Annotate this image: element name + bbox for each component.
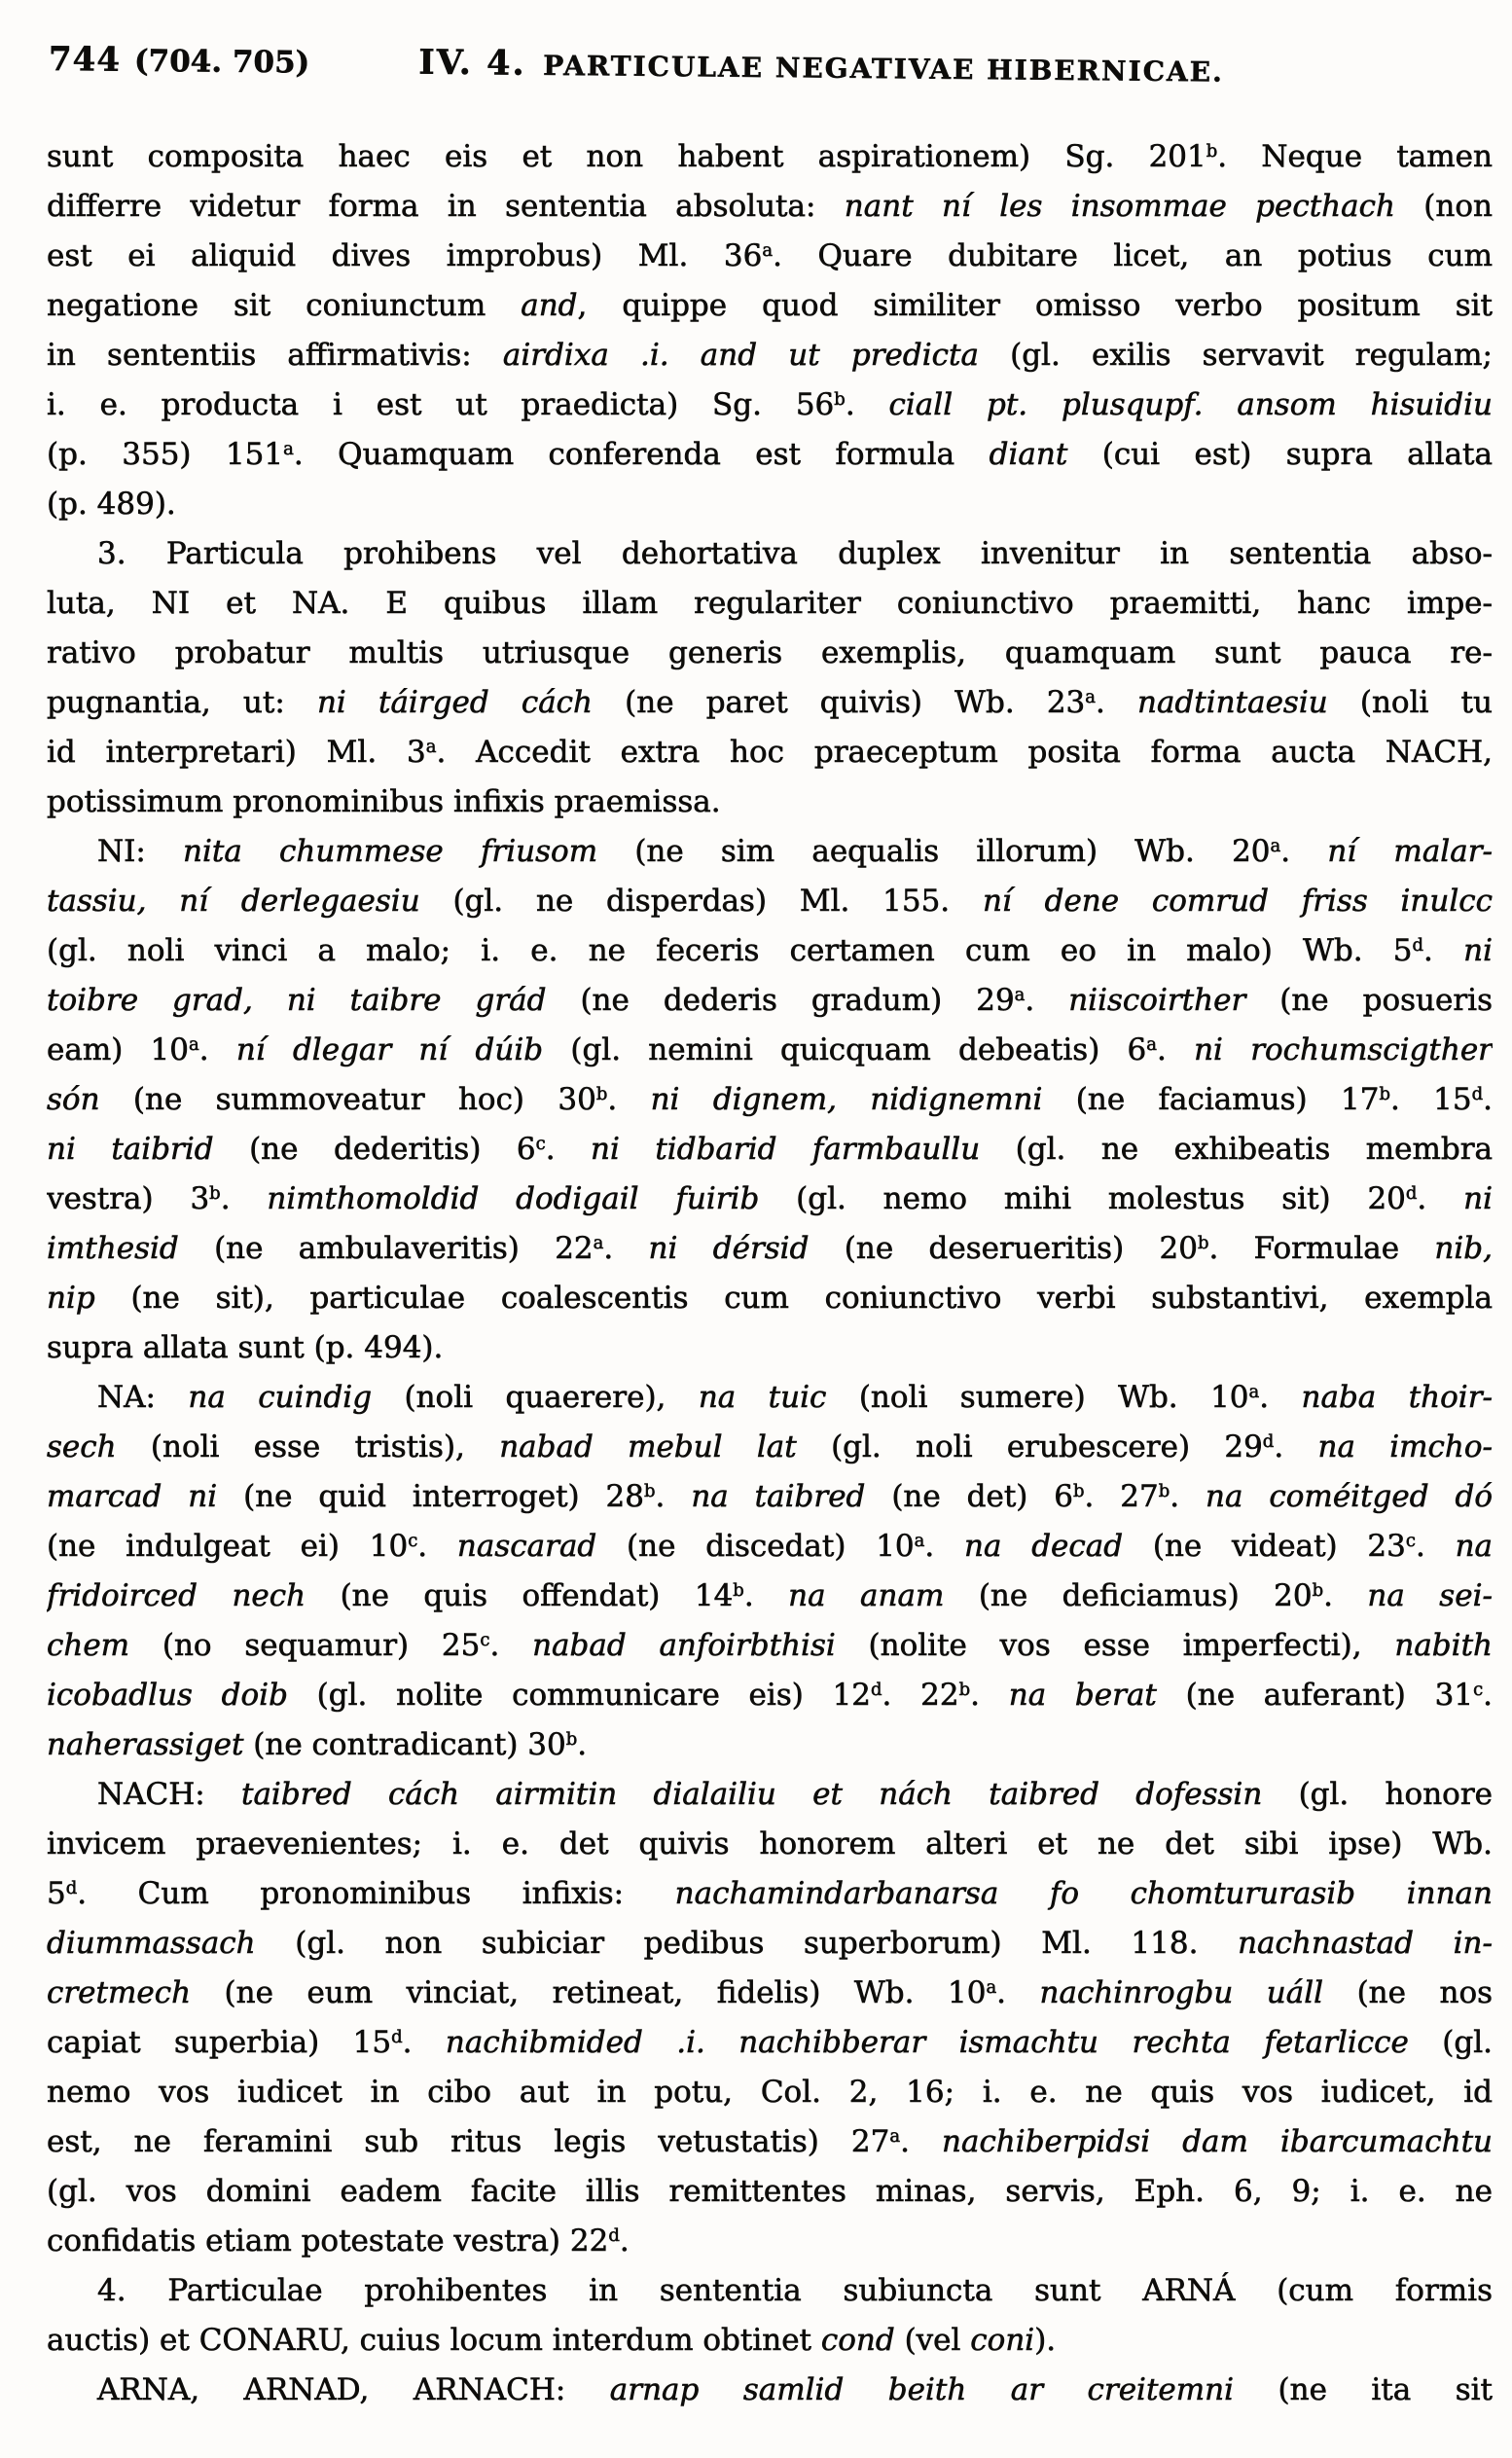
irish-phrase: imthesid <box>47 1231 215 1266</box>
text-line <box>47 579 1493 629</box>
latin-text: (ne discedat) 10 <box>627 1529 915 1564</box>
irish-phrase: nita chummese friusom <box>183 834 635 869</box>
irish-phrase: nachiberpidsi dam ibarcumachtu <box>942 2124 1493 2159</box>
latin-text: . Formulae <box>1208 1231 1435 1266</box>
latin-text: . <box>655 1479 692 1514</box>
text-line <box>47 777 1493 827</box>
latin-text: (gl. ne exhibeatis membra <box>1015 1132 1493 1167</box>
latin-text: sunt composita haec eis et non habent aspirationem) Sg. 201 <box>47 139 1206 174</box>
irish-phrase: nant ní les insommae pecthach <box>844 189 1424 224</box>
latin-text: i. e. producta i est ut praedicta) Sg. 56 <box>47 387 835 422</box>
text-line <box>47 232 1493 281</box>
irish-phrase: nachinrogbu uáll <box>1039 1975 1357 2010</box>
superscript-reference: b <box>834 389 846 411</box>
superscript-reference: a <box>986 1977 997 1999</box>
superscript-reference: d <box>391 2027 403 2048</box>
superscript-reference: b <box>1312 1580 1324 1602</box>
running-title <box>418 43 1224 90</box>
latin-text: supra allata sunt (p. 494). <box>47 1330 444 1365</box>
text-line <box>47 877 1493 926</box>
text-line <box>47 182 1493 232</box>
latin-text: . <box>402 2025 446 2060</box>
irish-phrase: ni tidbarid farmbaullu <box>591 1132 1016 1167</box>
latin-text: differre videtur forma in sententia absoluta: <box>47 189 845 224</box>
text-line <box>47 2366 1493 2415</box>
irish-phrase: tassiu, ní derlegaesiu <box>47 884 453 919</box>
superscript-reference: c <box>480 1630 490 1651</box>
latin-text: (ne posueris <box>1279 983 1493 1018</box>
page-number: 744 <box>48 40 122 80</box>
latin-text: (ne deficiamus) 20 <box>978 1578 1313 1613</box>
text-line <box>47 1075 1493 1125</box>
irish-phrase: són <box>47 1082 133 1117</box>
latin-text: . 22 <box>882 1678 959 1713</box>
text-line <box>47 926 1493 976</box>
latin-text: . <box>577 1727 588 1762</box>
superscript-reference: a <box>425 737 437 758</box>
latin-text: (ne dederitis) 6 <box>249 1132 536 1167</box>
superscript-reference: c <box>535 1134 546 1155</box>
latin-text: (p. 489). <box>47 487 176 522</box>
latin-text: capiat superbia) 15 <box>47 2025 392 2060</box>
irish-phrase: na cuindig <box>188 1380 405 1415</box>
superscript-reference: b <box>565 1729 578 1751</box>
latin-text: . <box>1280 834 1328 869</box>
irish-phrase: nimthomoldid dodigail fuirib <box>267 1181 797 1216</box>
latin-text: . <box>1025 983 1069 1018</box>
latin-text: (gl. <box>1442 2025 1493 2060</box>
latin-text: (non <box>1423 189 1493 224</box>
latin-text: (ne ambulaveritis) 22 <box>214 1231 594 1266</box>
text-line <box>47 1621 1493 1671</box>
latin-text: . <box>220 1181 268 1216</box>
superscript-reference: a <box>1248 1382 1260 1403</box>
superscript-reference: b <box>644 1481 656 1502</box>
irish-phrase: nabith <box>1394 1628 1493 1663</box>
irish-phrase: naherassiget <box>47 1727 254 1762</box>
superscript-reference: c <box>1405 1531 1416 1552</box>
irish-phrase: diant <box>989 437 1102 472</box>
irish-phrase: ní malar- <box>1327 834 1493 869</box>
latin-text: . 15 <box>1389 1082 1472 1117</box>
latin-text: . <box>1259 1380 1302 1415</box>
irish-phrase: na sei- <box>1367 1578 1493 1613</box>
latin-text: 4. Particulae prohibentes in sententia subiuncta sunt ARNÁ (cum formis <box>97 2273 1493 2308</box>
latin-text: NI: <box>97 834 184 869</box>
text-line <box>47 1720 1493 1770</box>
latin-text: (p. 355) 151 <box>47 437 284 472</box>
latin-text: . <box>417 1529 457 1564</box>
irish-phrase: na coméitged dó <box>1206 1479 1493 1514</box>
irish-phrase: ní dlegar ní dúib <box>235 1032 571 1067</box>
irish-phrase: na <box>1455 1529 1493 1564</box>
irish-phrase: arnap samlid beith ar creitemni <box>609 2372 1278 2407</box>
latin-text: est ei aliquid dives improbus) Ml. 36 <box>47 238 763 273</box>
superscript-reference: a <box>283 439 294 460</box>
text-line <box>47 1175 1493 1224</box>
superscript-reference: a <box>1085 687 1096 708</box>
text-line <box>47 380 1493 430</box>
latin-text: (ne auferant) 31 <box>1185 1678 1474 1713</box>
superscript-reference: a <box>1014 985 1026 1006</box>
latin-text: NACH: <box>97 1777 241 1812</box>
text-line <box>47 2217 1493 2266</box>
latin-text: (vel <box>904 2323 971 2358</box>
text-line <box>47 1770 1493 1820</box>
text-line <box>47 1373 1493 1423</box>
page-body <box>47 132 1493 2415</box>
text-line <box>47 1026 1493 1075</box>
irish-phrase: naba thoir- <box>1301 1380 1493 1415</box>
latin-text: (gl. vos domini eadem facite illis remittentes minas, servis, Eph. 6, 9; i. e. ne <box>47 2174 1493 2209</box>
irish-phrase: na decad <box>964 1529 1153 1564</box>
superscript-reference: a <box>189 1034 199 1056</box>
superscript-reference: b <box>1158 1481 1170 1502</box>
text-line <box>47 1323 1493 1373</box>
latin-text: nemo vos iudicet in cibo aut in potu, Col. 2, 16; i. e. ne quis vos iudicet, id <box>47 2075 1493 2110</box>
irish-phrase: ni dérsid <box>648 1231 845 1266</box>
latin-text: pugnantia, ut: <box>47 685 317 720</box>
irish-phrase: ni <box>1463 1181 1493 1216</box>
latin-text: (nolite vos esse imperfecti), <box>868 1628 1395 1663</box>
irish-phrase: nabad anfoirbthisi <box>532 1628 869 1663</box>
irish-phrase: ni taibrid <box>47 1132 250 1167</box>
irish-phrase: ni <box>1463 933 1493 968</box>
latin-text: . <box>1323 1578 1368 1613</box>
irish-phrase: ciall pt. plusqupf. ansom hisuidiu <box>888 387 1493 422</box>
irish-phrase: and <box>521 288 578 323</box>
irish-phrase: nadtintaesiu <box>1137 685 1360 720</box>
latin-text: . <box>996 1975 1040 2010</box>
page-header <box>49 39 1493 92</box>
latin-text: (ne indulgeat ei) 10 <box>47 1529 409 1564</box>
latin-text: . <box>1483 1678 1493 1713</box>
latin-text: , quippe quod similiter omisso verbo positum sit <box>577 288 1493 323</box>
latin-text: . <box>900 2124 942 2159</box>
irish-phrase: nachnastad in- <box>1238 1926 1493 1961</box>
superscript-reference: a <box>762 240 774 262</box>
irish-phrase: na taibred <box>691 1479 892 1514</box>
latin-text: (gl. ne disperdas) Ml. 155. <box>452 884 983 919</box>
latin-text: (gl. noli vinci a malo; i. e. ne feceris certamen cum eo in malo) Wb. 5 <box>47 933 1413 968</box>
irish-phrase: nip <box>47 1281 131 1316</box>
latin-text: . Cum pronominibus infixis: <box>77 1876 675 1911</box>
text-line <box>47 976 1493 1026</box>
latin-text: luta, NI et NA. E quibus illam regulariter coniunctivo praemitti, hanc impe- <box>47 586 1493 621</box>
superscript-reference: b <box>1379 1084 1390 1105</box>
latin-text: (gl. noli erubescere) 29 <box>831 1429 1263 1464</box>
text-line <box>47 1869 1493 1919</box>
latin-text: ). <box>1034 2323 1057 2358</box>
latin-text: . <box>1274 1429 1318 1464</box>
latin-text: (gl. non subiciar pedibus superborum) Ml. 118. <box>295 1926 1239 1961</box>
irish-phrase: cretmech <box>47 1975 225 2010</box>
irish-phrase: cond <box>820 2323 905 2358</box>
superscript-reference: b <box>1073 1481 1085 1502</box>
text-line <box>47 2316 1493 2366</box>
text-line <box>47 331 1493 380</box>
text-line <box>47 1274 1493 1323</box>
superscript-reference: b <box>1206 141 1218 163</box>
text-line <box>47 132 1493 182</box>
superscript-reference: d <box>1405 1183 1418 1205</box>
latin-text: 3. Particula prohibens vel dehortativa duplex invenitur in sententia abso- <box>97 536 1493 571</box>
superscript-reference: d <box>608 2225 620 2247</box>
irish-phrase: na tuic <box>698 1380 859 1415</box>
latin-text: rativo probatur multis utriusque generis exemplis, quamquam sunt pauca re- <box>47 635 1493 670</box>
latin-text: . <box>489 1628 533 1663</box>
latin-text: (ne sit), particulae coalescentis cum coniunctivo verbi substantivi, exempla <box>130 1281 1493 1316</box>
irish-phrase: icobadlus doib <box>47 1678 317 1713</box>
irish-phrase: nib, <box>1434 1231 1493 1266</box>
superscript-reference: a <box>1270 836 1281 857</box>
irish-phrase: nachibmided .i. nachibberar ismachtu rechta fetarlicce <box>445 2025 1443 2060</box>
latin-text: . <box>924 1529 964 1564</box>
latin-text: . <box>1170 1479 1206 1514</box>
latin-text: (noli quaerere), <box>404 1380 699 1415</box>
superscript-reference: d <box>871 1680 882 1701</box>
irish-phrase: taibred cách airmitin dialailiu et nách taibred dofessin <box>240 1777 1299 1812</box>
section-number: IV. 4. <box>418 42 526 84</box>
text-line <box>47 2167 1493 2217</box>
latin-text: . Quamquam conferenda est formula <box>293 437 990 472</box>
superscript-reference: c <box>408 1531 418 1552</box>
superscript-reference: d <box>1262 1431 1275 1453</box>
superscript-reference: a <box>914 1531 925 1552</box>
latin-text: confidatis etiam potestate vestra) 22 <box>47 2223 609 2259</box>
latin-text: (ne quid interroget) 28 <box>243 1479 645 1514</box>
latin-text: (ne det) 6 <box>891 1479 1074 1514</box>
latin-text: (noli tu <box>1359 685 1493 720</box>
latin-text: (ne faciamus) 17 <box>1075 1082 1380 1117</box>
latin-text: . <box>619 2223 630 2259</box>
text-line <box>47 1224 1493 1274</box>
latin-text: NA: <box>97 1380 189 1415</box>
latin-text: (ne paret quivis) Wb. 23 <box>625 685 1086 720</box>
irish-phrase: coni <box>970 2323 1035 2358</box>
superscript-reference: b <box>733 1580 744 1602</box>
latin-text: (ne quis offendat) 14 <box>340 1578 734 1613</box>
latin-text: potissimum pronominibus infixis praemissa. <box>47 784 721 819</box>
superscript-reference: b <box>595 1084 608 1105</box>
superscript-reference: a <box>593 1233 604 1254</box>
irish-phrase: na imcho- <box>1317 1429 1493 1464</box>
latin-text: vestra) 3 <box>47 1181 210 1216</box>
parallel-page-reference: (704. 705) <box>133 43 310 81</box>
latin-text: (noli esse tristis), <box>150 1429 500 1464</box>
text-line <box>47 1820 1493 1869</box>
latin-text: 5 <box>47 1876 66 1911</box>
irish-phrase: sech <box>47 1429 151 1464</box>
latin-text: (ne ita sit <box>1278 2372 1493 2407</box>
text-line <box>47 281 1493 331</box>
text-line <box>47 2266 1493 2316</box>
superscript-reference: a <box>1146 1034 1157 1056</box>
latin-text: (ne contradicant) 30 <box>253 1727 566 1762</box>
latin-text: . <box>1156 1032 1195 1067</box>
latin-text: (ne sim aequalis illorum) Wb. 20 <box>634 834 1271 869</box>
latin-text: . <box>607 1082 651 1117</box>
text-line <box>47 1969 1493 2018</box>
latin-text: . Neque tamen <box>1217 139 1493 174</box>
latin-text: . <box>1483 1082 1493 1117</box>
latin-text: . <box>545 1132 592 1167</box>
irish-phrase: ni táirged cách <box>316 685 626 720</box>
superscript-reference: d <box>1471 1084 1484 1105</box>
latin-text: (gl. exilis servavit regulam; <box>1010 338 1493 373</box>
text-line <box>47 1919 1493 1969</box>
irish-phrase: ni rochumscigther <box>1194 1032 1493 1067</box>
text-line <box>47 2068 1493 2117</box>
latin-text: (gl. nemo mihi molestus sit) 20 <box>796 1181 1406 1216</box>
latin-text: (ne deserueritis) 20 <box>844 1231 1198 1266</box>
latin-text: (ne summoveatur hoc) 30 <box>132 1082 596 1117</box>
text-line <box>47 430 1493 480</box>
text-line <box>47 1671 1493 1720</box>
superscript-reference: d <box>65 1878 78 1899</box>
latin-text: est, ne feramini sub ritus legis vetustatis) 27 <box>47 2124 890 2159</box>
text-line <box>47 827 1493 877</box>
text-line <box>47 1472 1493 1522</box>
latin-text: (cui est) supra allata <box>1101 437 1493 472</box>
latin-text: id interpretari) Ml. 3 <box>47 735 426 770</box>
latin-text: . <box>845 387 889 422</box>
superscript-reference: c <box>1473 1680 1484 1701</box>
latin-text: . Quare dubitare licet, an potius cum <box>773 238 1493 273</box>
latin-text: . <box>198 1032 236 1067</box>
text-line <box>47 1125 1493 1175</box>
text-line <box>47 678 1493 728</box>
latin-text: (ne nos <box>1356 1975 1493 2010</box>
irish-phrase: diummassach <box>47 1926 296 1961</box>
irish-phrase: ni dignem, nidignemni <box>650 1082 1076 1117</box>
text-line <box>47 1522 1493 1572</box>
latin-text: . <box>1415 1529 1456 1564</box>
irish-phrase: nabad mebul lat <box>499 1429 832 1464</box>
text-line <box>47 480 1493 529</box>
latin-text: (ne eum vinciat, retineat, fidelis) Wb. 10 <box>224 1975 987 2010</box>
latin-text: ARNA, ARNAD, ARNACH: <box>97 2372 610 2407</box>
latin-text: (no sequamur) 25 <box>162 1628 481 1663</box>
superscript-reference: b <box>958 1680 971 1701</box>
irish-phrase: na berat <box>1008 1678 1186 1713</box>
superscript-reference: d <box>1412 935 1424 957</box>
text-line <box>47 2117 1493 2167</box>
latin-text: . Accedit extra hoc praeceptum posita forma aucta NACH, <box>436 735 1493 770</box>
latin-text: (gl. nolite communicare eis) 12 <box>316 1678 872 1713</box>
text-line <box>47 1572 1493 1621</box>
latin-text: (gl. nemini quicquam debeatis) 6 <box>570 1032 1147 1067</box>
text-line <box>47 2018 1493 2068</box>
text-line <box>47 728 1493 777</box>
latin-text: (gl. honore <box>1298 1777 1493 1812</box>
irish-phrase: marcad ni <box>47 1479 244 1514</box>
irish-phrase: toibre grad, ni taibre grád <box>47 983 581 1018</box>
latin-text: in sententiis affirmativis: <box>47 338 503 373</box>
irish-phrase: nascarad <box>456 1529 628 1564</box>
latin-text: auctis) et CONARU, cuius locum interdum obtinet <box>47 2323 821 2358</box>
irish-phrase: niiscoirther <box>1068 983 1280 1018</box>
latin-text: . <box>1417 1181 1464 1216</box>
latin-text: . 27 <box>1084 1479 1159 1514</box>
latin-text: . <box>743 1578 789 1613</box>
irish-phrase: nachamindarbanarsa fo chomtururasib innan <box>674 1876 1493 1911</box>
latin-text: . <box>1423 933 1464 968</box>
text-line <box>47 529 1493 579</box>
text-line <box>47 1423 1493 1472</box>
irish-phrase: na anam <box>788 1578 979 1613</box>
irish-phrase: chem <box>47 1628 162 1663</box>
latin-text: (noli sumere) Wb. 10 <box>858 1380 1249 1415</box>
superscript-reference: a <box>889 2126 901 2148</box>
text-line <box>47 629 1493 678</box>
latin-text: . <box>1095 685 1137 720</box>
chapter-title: PARTICULAE NEGATIVAE HIBERNICAE. <box>543 49 1224 89</box>
latin-text: (ne dederis gradum) 29 <box>580 983 1015 1018</box>
latin-text: . <box>970 1678 1009 1713</box>
latin-text: invicem praevenientes; i. e. det quivis honorem alteri et ne det sibi ipse) Wb. <box>47 1826 1493 1862</box>
latin-text: eam) 10 <box>47 1032 190 1067</box>
irish-phrase: ní dene comrud friss inulcc <box>982 884 1493 919</box>
superscript-reference: b <box>1197 1233 1209 1254</box>
irish-phrase: fridoirced nech <box>47 1578 341 1613</box>
latin-text: negatione sit coniunctum <box>47 288 522 323</box>
latin-text: . <box>603 1231 649 1266</box>
irish-phrase: airdixa .i. and ut predicta <box>502 338 1011 373</box>
superscript-reference: b <box>209 1183 221 1205</box>
latin-text: (ne videat) 23 <box>1152 1529 1406 1564</box>
